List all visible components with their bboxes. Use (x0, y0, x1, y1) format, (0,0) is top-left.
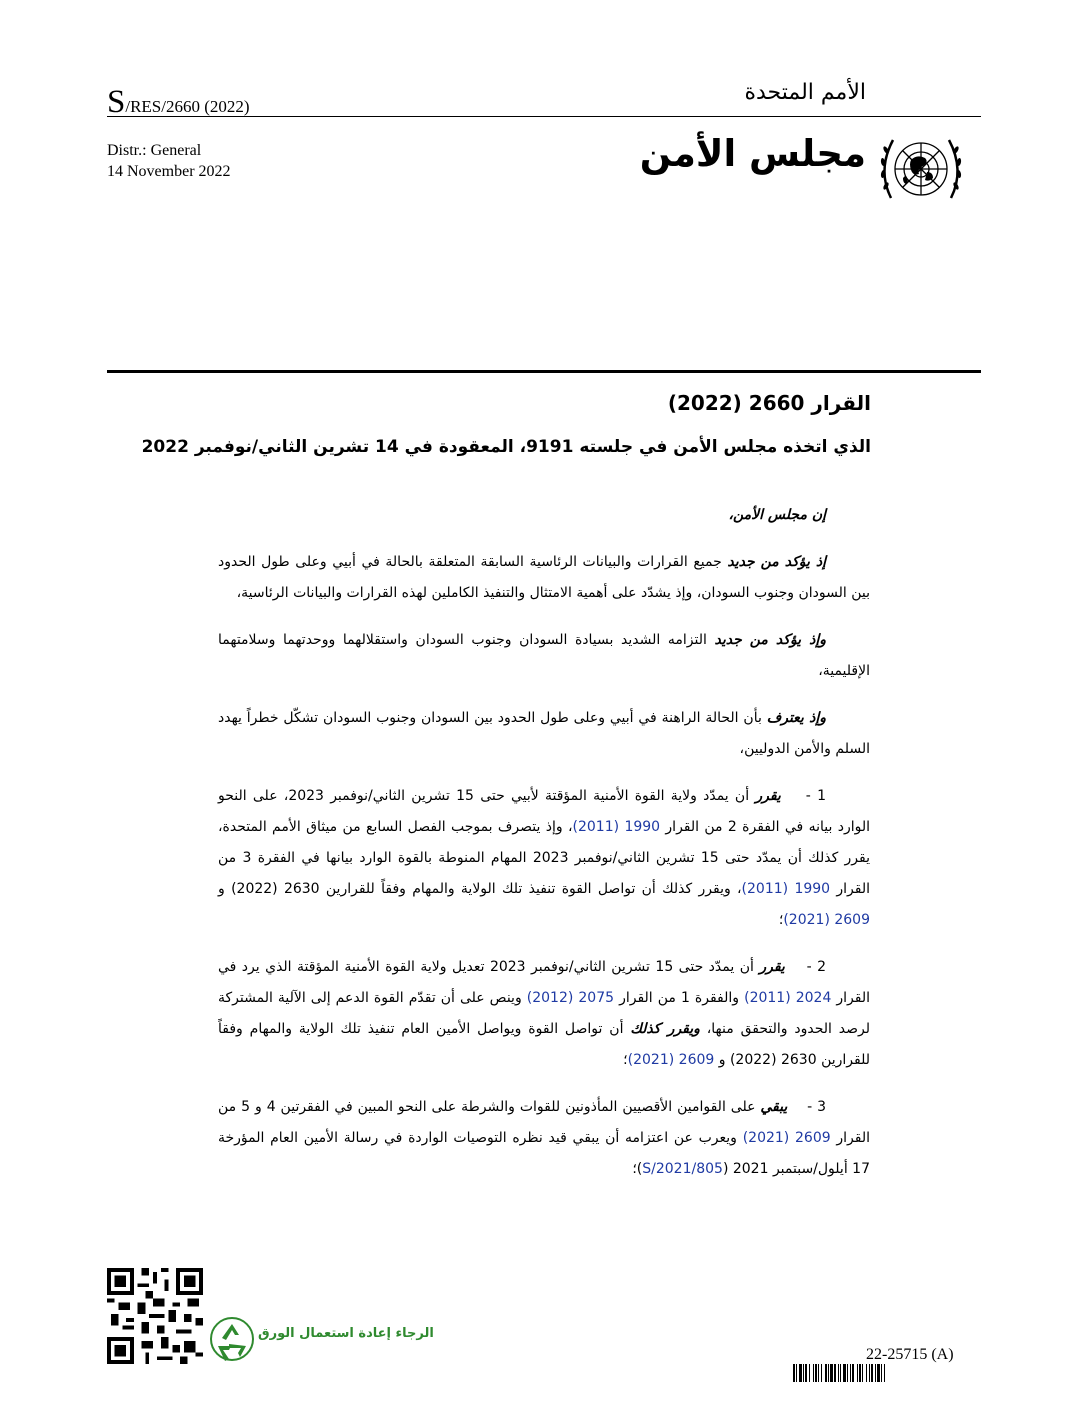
paragraph-number: 1 - (805, 788, 826, 804)
preamble-opening: إن مجلس الأمن، (728, 507, 826, 523)
paragraph-number: 3 - (807, 1099, 826, 1115)
un-emblem-icon (875, 126, 967, 212)
operative-paragraph-3: 3 - يبقي على القوامين الأقصيين المأذونين للقوات والشرطة على النحو المبين في الفقرتين 4 و 5 من القرار 2609 (2021) ويعرب عن اعتزامه أن يبقي قيد نظره التوصيات الواردة في رسالة الأمين العام المؤرخة 17 أيلول/سبتمبر 2021 (S/2021/805)؛ (218, 1099, 870, 1177)
document-date: 14 November 2022 (107, 163, 231, 180)
document-link[interactable]: S/2021/805 (642, 1161, 723, 1177)
distribution-label: Distr.: General (107, 142, 202, 159)
title-rule (107, 370, 981, 373)
resolution-link[interactable]: 2609 (2021) (627, 1052, 715, 1068)
resolution-link[interactable]: 1990 (2011) (741, 881, 831, 897)
resolution-link[interactable]: 2075 (2012) (526, 990, 615, 1006)
document-number: 22-25715 (A) (866, 1346, 954, 1363)
qr-code-icon (107, 1268, 203, 1364)
distribution-block (107, 140, 231, 182)
council-name: مجلس الأمن (639, 132, 866, 175)
recycle-notice: الرجاء إعادة استعمال الورق (258, 1326, 434, 1341)
resolution-link[interactable]: 2024 (2011) (744, 990, 832, 1006)
preamble-paragraph-2: وإذ يؤكد من جديد التزامه الشديد بسيادة السودان وجنوب السودان واستقلالهما ووحدتهما وسلامتهما الإقليمية، (218, 632, 870, 679)
symbol-prefix: S (107, 84, 126, 120)
header-rule (107, 116, 981, 117)
resolution-body (218, 500, 870, 1201)
resolution-link[interactable]: 2609 (2021) (783, 912, 870, 928)
resolution-title: القرار 2660 (2022) (667, 391, 871, 415)
operative-paragraph-1: 1 - يقرر أن يمدّد ولاية القوة الأمنية المؤقتة لأبيي حتى 15 تشرين الثاني/نوفمبر 2023، على النحو الوارد بيانه في الفقرة 2 من القرار 1990 (2011)، وإذ يتصرف بموجب الفصل السابع من ميثاق الأمم المتحدة، يقرر كذلك أن يمدّد حتى 15 تشرين الثاني/نوفمبر 2023 المهام المنوطة بالقوة الوارد بيانها في الفقرة 3 من القرار 1990 (2011)، ويقرر كذلك أن تواصل القوة تنفيذ تلك الولاية والمهام وفقاً للقرارين 2630 (2022) و 2609 (2021)؛ (218, 788, 871, 928)
resolution-link[interactable]: 2609 (2021) (742, 1130, 831, 1146)
recycle-icon (209, 1316, 255, 1362)
symbol-rest: /RES/2660 (2022) (125, 97, 250, 116)
preamble-paragraph-1: إذ يؤكد من جديد جميع القرارات والبيانات الرئاسية السابقة المتعلقة بالحالة في أبيي وعلى طول الحدود بين السودان وجنوب السودان، وإذ يشدّد على أهمية الامتثال والتنفيذ الكاملين لهذه القرارات والبيانات الرئاسية، (218, 554, 870, 601)
resolution-link[interactable]: 1990 (2011) (572, 819, 661, 835)
operative-paragraph-2: 2 - يقرر أن يمدّد حتى 15 تشرين الثاني/نوفمبر 2023 تعديل ولاية القوة الأمنية المؤقتة الذي يرد في القرار 2024 (2011) والفقرة 1 من القرار 2075 (2012) وينص على أن تقدّم القوة الدعم إلى الآلية المشتركة لرصد الحدود والتحقق منها، ويقرر كذلك أن تواصل القوة ويواصل الأمين العام تنفيذ تلك الولاية والمهام وفقاً للقرارين 2630 (2022) و 2609 (2021)؛ (218, 959, 871, 1068)
barcode-icon (793, 1364, 969, 1382)
preamble-paragraph-3: وإذ يعترف بأن الحالة الراهنة في أبيي وعلى طول الحدود بين السودان وجنوب السودان تشكّل خطراً يهدد السلم والأمن الدوليين، (218, 710, 870, 757)
paragraph-number: 2 - (806, 959, 827, 975)
resolution-subtitle: الذي اتخذه مجلس الأمن في جلسته 9191، المعقودة في 14 تشرين الثاني/نوفمبر 2022 (141, 437, 871, 457)
org-name: الأمم المتحدة (744, 80, 866, 105)
